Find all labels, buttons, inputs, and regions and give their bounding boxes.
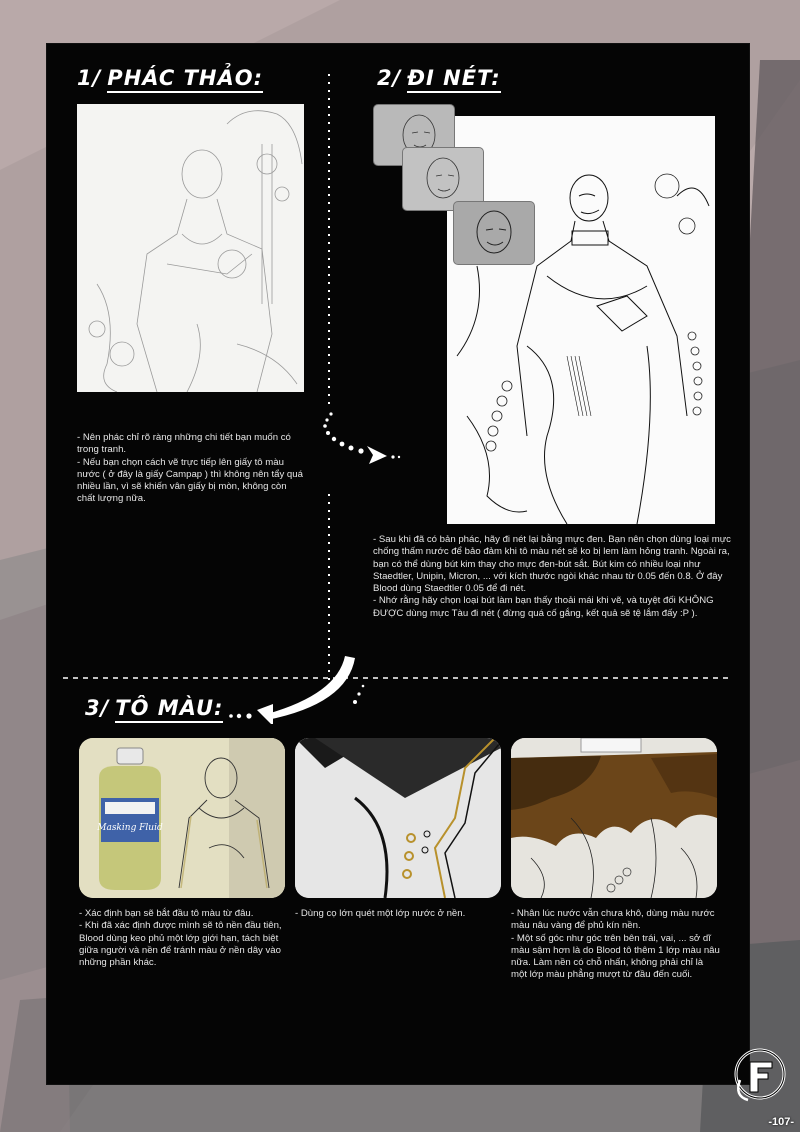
coloring-notes-1 [79,908,289,969]
section-number: 2/ [377,66,402,90]
coloring-notes-3 [511,908,721,982]
page-number: -107- [768,1116,794,1128]
masking-fluid-label: Masking Fluid [97,823,163,833]
tutorial-page [47,44,749,1084]
section-number: 3/ [85,696,110,720]
inked-image [447,116,715,524]
note-line: - Nhân lúc nước vẫn chưa khô, dùng màu nước màu nâu vàng để phủ kín nền. [511,908,715,932]
note-line: - Xác định bạn sẽ bắt đầu tô màu từ đâu. [79,908,254,919]
curved-arrow-icon [315,404,405,474]
section-title-coloring [85,696,223,720]
coloring-notes-2 [295,908,505,920]
section-name: TÔ MÀU: [115,696,223,723]
note-line: - Sau khi đã có bản phác, hãy đi nét lại bằng mực đen. Bạn nên chọn dùng loại mực chống thấm nước để bảo đảm khi tô màu nét sẽ ko bị lem làm hỏng tranh. Ngoài ra, bạn có thể dùng bút kim thay cho mực đen-bút sắt. Bút kim có nhiều loại như Staedtler, Unipin, Micron, ... với kích thước ngòi khác nhau từ 0.05 đến 0.8. Ở đây Blood dùng Staedtler 0.05 để đi nét. [373,534,731,595]
section-title-sketch [77,66,263,90]
water-wash-photo [295,738,501,898]
swoosh-arrow-icon [227,654,377,724]
note-line: - Dùng cọ lớn quét một lớp nước ở nền. [295,908,466,919]
sketch-image [77,104,304,392]
note-line: - Nhớ rằng hãy chọn loại bút làm bạn thấy thoải mái khi vẽ, và tuyệt đối KHÔNG ĐƯỢC dùng mực Tàu đi nét ( đừng quá cố gắng, kết quả sẽ tệ lắm đấy :P ). [373,595,714,619]
face-thumbnail [453,201,535,265]
sketch-notes [77,432,307,506]
publisher-logo-icon [730,1040,790,1112]
section-number: 1/ [77,66,102,90]
section-title-inking [377,66,501,90]
section-name: ĐI NÉT: [407,66,500,93]
inking-notes [373,534,739,620]
masking-fluid-photo [79,738,285,898]
brown-wash-photo [511,738,717,898]
note-line: - Một số góc như góc trên bên trái, vai, ... sở dĩ màu sậm hơn là do Blood tô thêm 1 lớp màu nâu nữa. Làm nền có chỗ nhấn, không phải chỉ là một lớp màu phẳng mượt từ đầu đến cuối. [511,932,720,981]
note-line: - Nếu bạn chọn cách vẽ trực tiếp lên giấy tô màu nước ( ở đây là giấy Campap ) thì không nên tẩy quá nhiều lần, vì sẽ khiến vân giấy bị mòn, không còn chất lượng nữa. [77,456,303,505]
note-line: - Khi đã xác định được mình sẽ tô nền đầu tiên, Blood dùng keo phủ một lớp giới hạn, tách biệt giữa người và nền để tránh màu ở nền dây vào những phần khác. [79,920,282,969]
note-line: - Nên phác chỉ rõ ràng những chi tiết bạn muốn có trong tranh. [77,432,291,456]
section-name: PHÁC THẢO: [107,66,263,93]
